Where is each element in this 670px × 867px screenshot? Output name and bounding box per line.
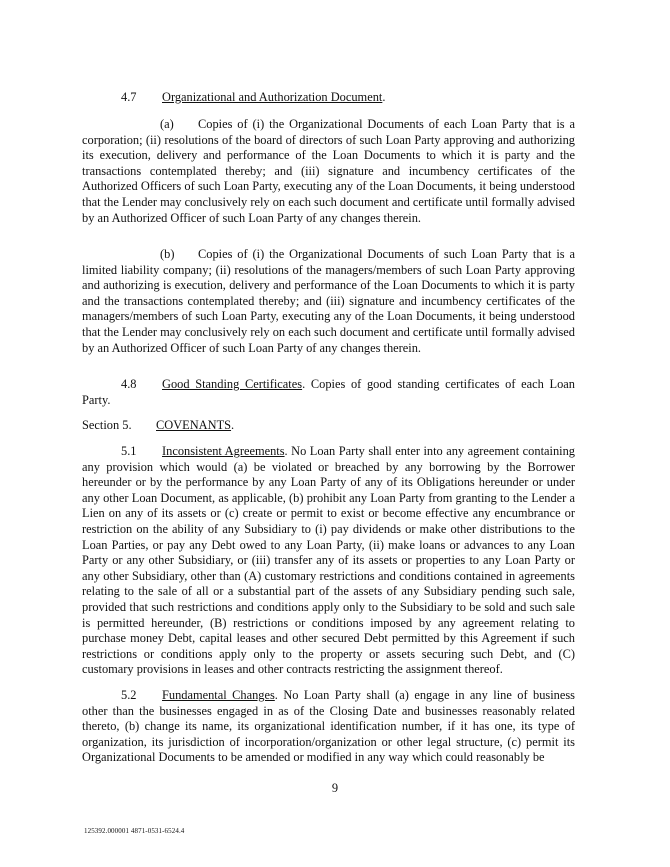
section-5-heading: [82, 418, 575, 434]
section-number: 4.8: [121, 377, 137, 391]
section-title: COVENANTS: [156, 418, 232, 432]
section-title: Inconsistent Agreements: [162, 444, 285, 458]
section-4-7-a-paragraph: [82, 117, 575, 226]
section-5-1-paragraph: [82, 444, 575, 678]
section-4-7-heading: [121, 90, 581, 106]
subsection-text: Copies of (i) the Organizational Documents of such Loan Party that is a limited liability company; (ii) resolutions of the managers/members of such Loan Party approving and authorizing is execution, delivery and performance of the Loan Documents to which it is party and the transactions contemplated thereby; and (iii) signature and incumbency certificates of the managers/members of such Loan Party, executing any of the Loan Documents, it being understood that the Lender may conclusively rely on each such document and certificate until formally advised by an Authorized Officer of such Loan Party of any changes therein.: [82, 247, 575, 355]
section-number: 4.7: [121, 90, 137, 104]
section-4-8-paragraph: [82, 377, 575, 408]
document-id: 125392.000001 4871-0531-6524.4: [84, 827, 185, 835]
section-title-suffix: .: [231, 418, 235, 432]
subsection-label: (b): [160, 247, 175, 261]
section-number: 5.1: [121, 444, 137, 458]
section-title: Good Standing Certificates: [162, 377, 303, 391]
section-number: 5.2: [121, 688, 137, 702]
section-text: . Copies of good standing certificates of each Loan Party.: [82, 377, 575, 407]
section-text: . No Loan Party shall (a) engage in any line of business other than the businesses engaged in as of the Closing Date and businesses reasonably related thereto, (b) change its name, its organizational identification number, if it has one, its type of organization, its jurisdiction of incorporation/organization or other legal structure, (c) permit its Organizational Documents to be amended or modified in any way which could reasonably be: [82, 688, 575, 765]
section-4-7-b-paragraph: [82, 247, 575, 356]
section-title: Fundamental Changes: [162, 688, 275, 702]
section-title: Organizational and Authorization Document: [162, 90, 383, 104]
section-text: . No Loan Party shall enter into any agreement containing any provision which would (a) be violated or breached by any borrowing by the Borrower hereunder or by the performance by any Loan Party of any of its Obligations hereunder or under any other Loan Document, as applicable, (b) prohibit any Loan Party from granting to the Lender a Lien on any of its assets or (c) create or permit to exist or become effective any encumbrance or restriction on the ability of any Subsidiary to (i) pay dividends or make other distributions to the Loan Parties, or pay any Debt owed to any Loan Party, (ii) make loans or advances to any Loan Party or any other Subsidiary, or (iii) transfer any of its assets or properties to any Loan Party or any other Subsidiary, other than (A) customary restrictions and conditions contained in agreements relating to the sale of all or a substantial part of the assets of any Subsidiary pending such sale, provided that such restrictions and conditions apply only to the Subsidiary to be sold and such sale is permitted hereunder, (B) restrictions or conditions imposed by any agreement relating to purchase money Debt, capital leases and other secured Debt permitted by this Agreement if such restrictions or conditions apply only to the property or assets securing such Debt, and (C) customary provisions in leases and other contracts restricting the assignment thereof.: [82, 444, 575, 677]
section-title-suffix: .: [382, 90, 386, 104]
section-5-2-paragraph: [82, 688, 575, 766]
subsection-label: (a): [160, 117, 174, 131]
section-label: Section 5.: [82, 418, 132, 432]
page-number: 9: [331, 781, 339, 795]
subsection-text: Copies of (i) the Organizational Documents of each Loan Party that is a corporation; (ii) resolutions of the board of directors of such Loan Party approving and authorizing its execution, delivery and performance of the Loan Documents to which it is party and the transactions contemplated thereby; and (iii) signature and incumbency certificates of the Authorized Officers of such Loan Party, executing any of the Loan Documents, it being understood that the Lender may conclusively rely on each such document and certificate until formally advised by an Authorized Officer of such Loan Party of any changes therein.: [82, 117, 575, 225]
